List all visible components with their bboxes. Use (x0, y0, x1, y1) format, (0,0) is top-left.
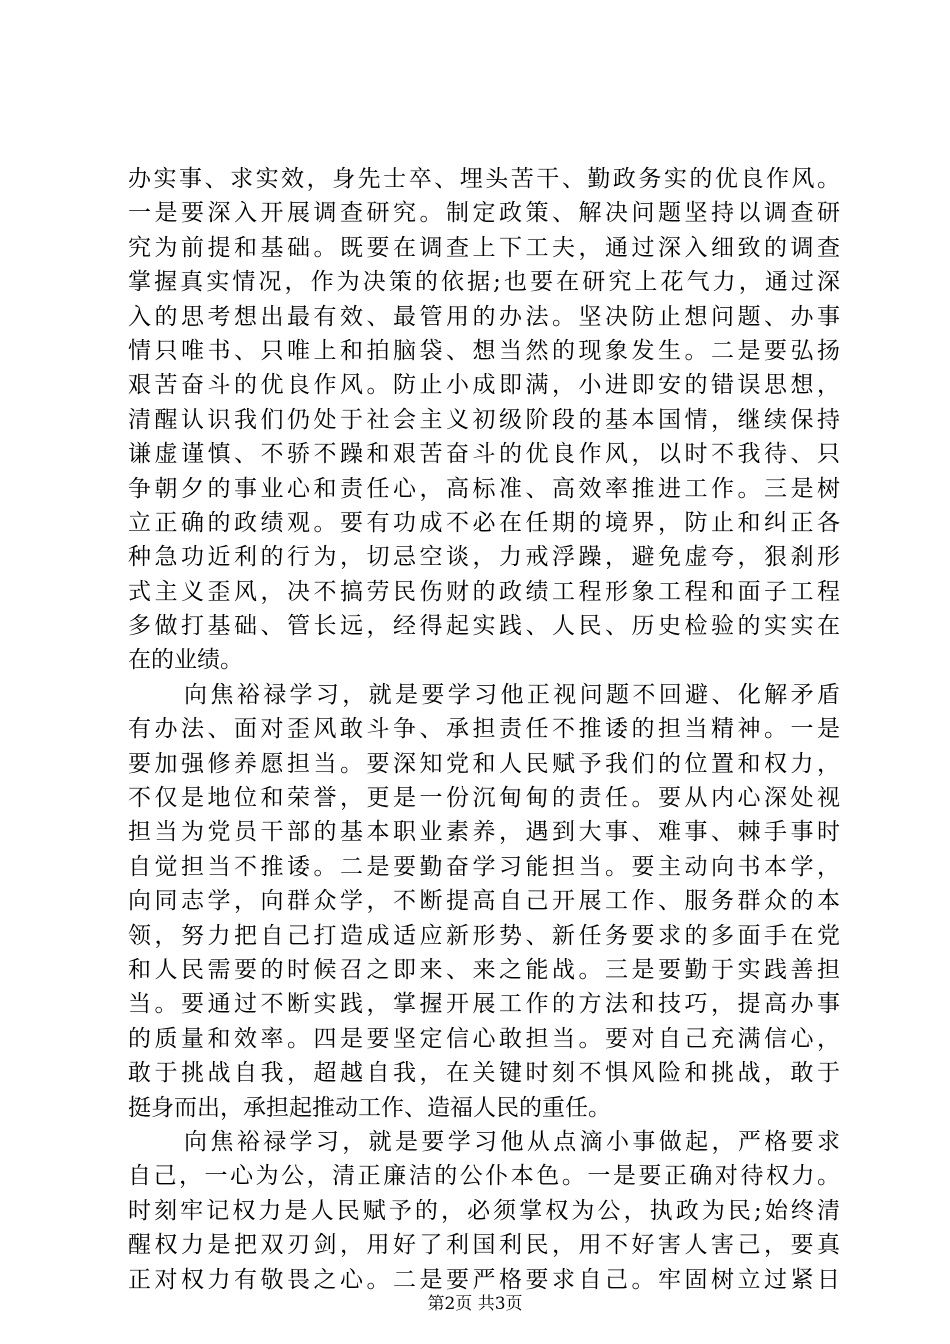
text-line: 究为前提和基础。既要在调查上下工夫，通过深入细致的调查 (128, 234, 840, 261)
text-line: 时刻牢记权力是人民赋予的，必须掌权为公，执政为民;始终清 (128, 1197, 840, 1224)
text-line: 不仅是地位和荣誉，更是一份沉甸甸的责任。要从内心深处视 (128, 785, 840, 812)
text-line: 和人民需要的时候召之即来、来之能战。三是要勤于实践善担 (128, 956, 840, 983)
text-line: 一是要深入开展调查研究。制定政策、解决问题坚持以调查研 (128, 200, 840, 227)
text-line: 醒权力是把双刃剑，用好了利国利民，用不好害人害己，要真 (128, 1232, 840, 1259)
text-line: 办实事、求实效，身先士卒、埋头苦干、勤政务实的优良作风。 (128, 166, 840, 192)
text-line: 入的思考想出最有效、最管用的办法。坚决防止想问题、办事 (128, 303, 840, 330)
text-line: 自己，一心为公，清正廉洁的公仆本色。一是要正确对待权力。 (128, 1163, 840, 1190)
text-line: 有办法、面对歪风敢斗争、承担责任不推诿的担当精神。一是 (128, 716, 840, 743)
text-line: 种急功近利的行为，切忌空谈，力戒浮躁，避免虚夸，狠刹形 (128, 544, 840, 571)
text-line: 多做打基础、管长远，经得起实践、人民、历史检验的实实在 (128, 613, 840, 640)
text-line: 在的业绩。 (128, 647, 243, 674)
text-line: 挺身而出，承担起推动工作、造福人民的重任。 (128, 1094, 611, 1121)
text-line: 争朝夕的事业心和责任心，高标准、高效率推进工作。三是树 (128, 475, 840, 502)
page-number-footer: 第2页 共3页 (427, 1294, 523, 1314)
text-line: 谦虚谨慎、不骄不躁和艰苦奋斗的优良作风，以时不我待、只 (128, 441, 840, 468)
text-line: 情只唯书、只唯上和拍脑袋、想当然的现象发生。二是要弘扬 (128, 337, 840, 364)
text-line: 式主义歪风，决不搞劳民伤财的政绩工程形象工程和面子工程 (128, 578, 840, 605)
text-line: 掌握真实情况，作为决策的依据;也要在研究上花气力，通过深 (128, 269, 840, 296)
text-line: 要加强修养愿担当。要深知党和人民赋予我们的位置和权力， (128, 750, 840, 777)
text-line: 敢于挑战自我，超越自我，在关键时刻不惧风险和挑战，敢于 (128, 1060, 840, 1087)
text-line: 正对权力有敬畏之心。二是要严格要求自己。牢固树立过紧日 (128, 1266, 840, 1293)
text-line: 清醒认识我们仍处于社会主义初级阶段的基本国情，继续保持 (128, 406, 840, 433)
paragraph-first-line: 向焦裕禄学习，就是要学习他正视问题不回避、化解矛盾 (184, 681, 840, 708)
body-text (128, 162, 840, 1297)
text-line: 艰苦奋斗的优良作风。防止小成即满，小进即安的错误思想， (128, 372, 840, 399)
text-line: 立正确的政绩观。要有功成不必在任期的境界，防止和纠正各 (128, 509, 840, 536)
text-line: 当。要通过不断实践，掌握开展工作的方法和技巧，提高办事 (128, 991, 840, 1018)
paragraph-first-line: 向焦裕禄学习，就是要学习他从点滴小事做起，严格要求 (184, 1128, 840, 1155)
text-line: 担当为党员干部的基本职业素养，遇到大事、难事、棘手事时 (128, 819, 840, 846)
text-line: 自觉担当不推诿。二是要勤奋学习能担当。要主动向书本学， (128, 853, 840, 880)
text-line: 领，努力把自己打造成适应新形势、新任务要求的多面手在党 (128, 922, 840, 949)
text-line: 的质量和效率。四是要坚定信心敢担当。要对自己充满信心， (128, 1025, 840, 1052)
text-line: 向同志学，向群众学，不断提高自己开展工作、服务群众的本 (128, 888, 840, 915)
